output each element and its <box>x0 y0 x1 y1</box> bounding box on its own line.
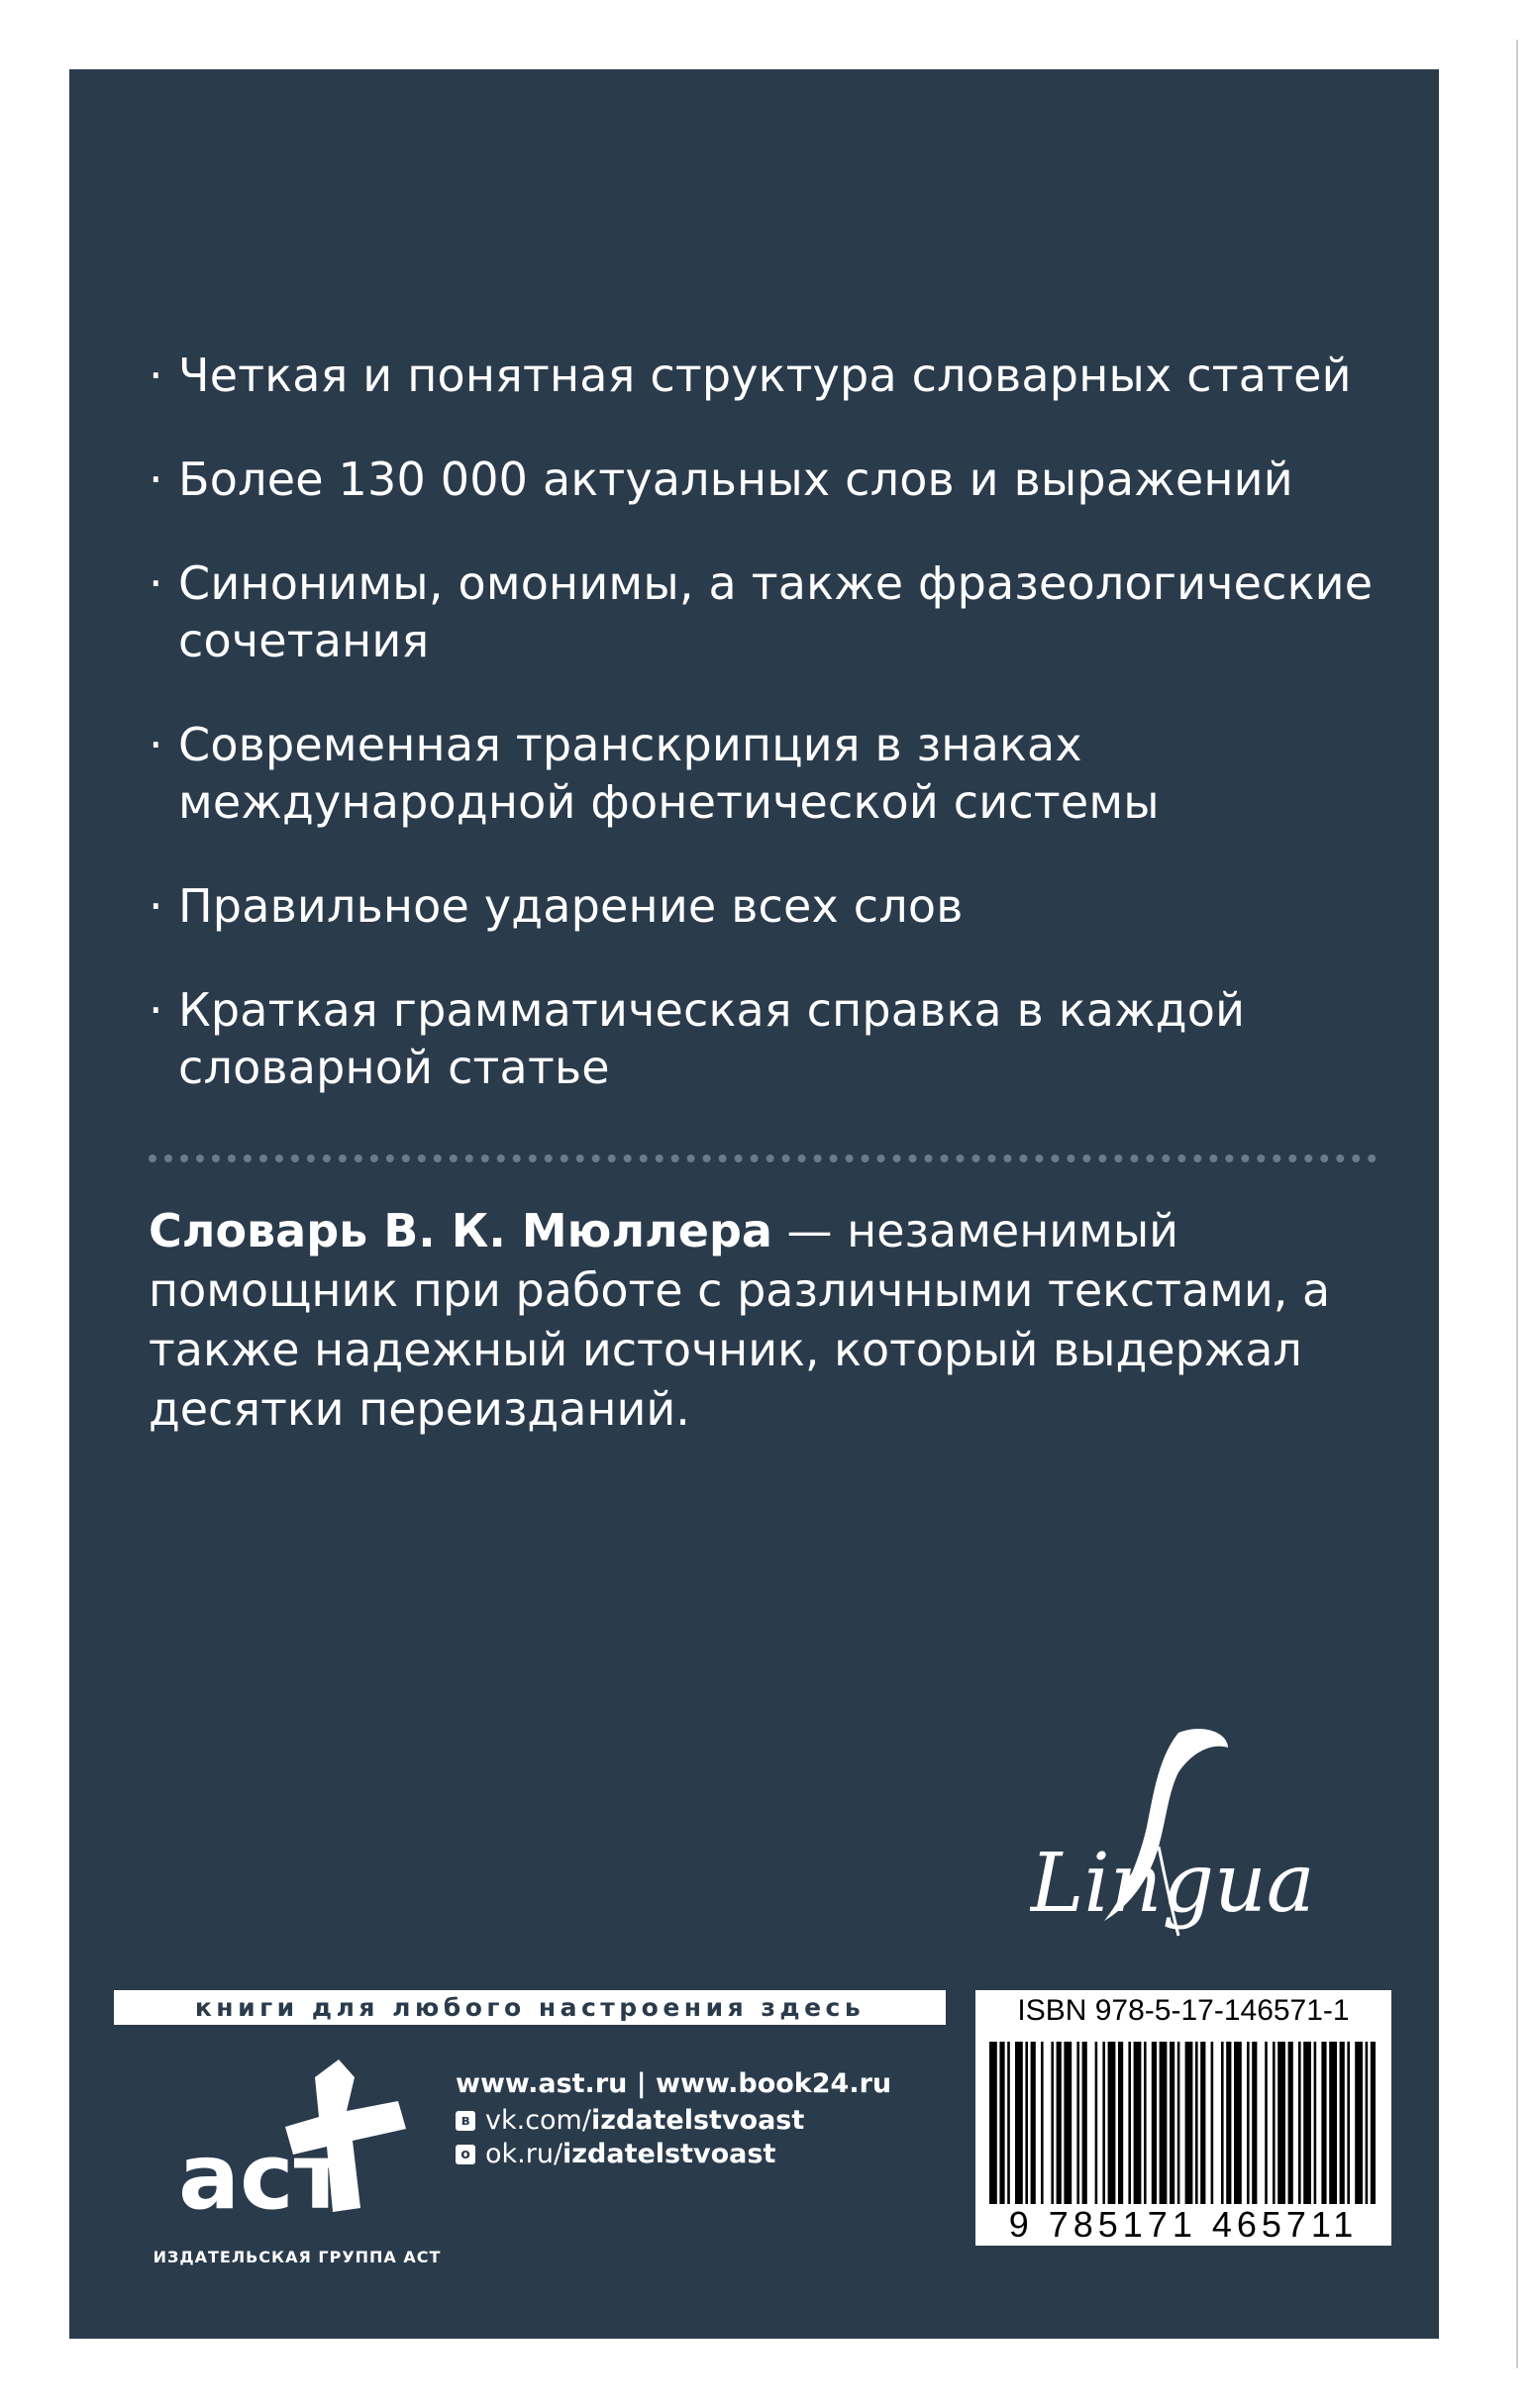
barcode-bar <box>1355 2042 1363 2210</box>
publisher-logo <box>129 2050 465 2287</box>
feature-text: Более 130 000 актуальных слов и выражений <box>178 452 1293 506</box>
barcode-bar <box>1134 2042 1142 2210</box>
slogan-bar <box>114 1990 946 2025</box>
barcode-bar <box>1007 2042 1010 2210</box>
description-text: — незаменимый помощник при работе с различными текстами, а также надежный источник, который выдержал десятки переизданий. <box>149 1204 1331 1436</box>
barcode-digits: 9 785171 465711 <box>975 2204 1391 2246</box>
vk-link-handle[interactable]: izdatelstvoast <box>590 2105 805 2136</box>
barcode-bar <box>1303 2042 1311 2210</box>
barcode-bar <box>1347 2042 1350 2210</box>
barcode-bar <box>1314 2042 1317 2210</box>
feature-item <box>149 877 1377 935</box>
feature-text: Синонимы, омонимы, а также фразеологические сочетания <box>178 556 1374 667</box>
barcode-bar <box>1177 2042 1180 2210</box>
description-paragraph <box>149 1201 1386 1439</box>
barcode-bar <box>1057 2042 1062 2210</box>
book-back-cover <box>69 69 1439 2339</box>
isbn-label: ISBN 978-5-17-146571-1 <box>1017 1994 1350 2027</box>
feature-item <box>149 451 1377 508</box>
barcode-bar <box>1200 2042 1205 2210</box>
barcode-bar <box>1118 2042 1123 2210</box>
ast-cross-icon <box>178 2050 416 2228</box>
barcode-bar <box>1288 2042 1293 2210</box>
lingua-wordmark: Lingua <box>1030 1837 1315 1931</box>
bullet-marker: · <box>149 718 163 771</box>
barcode-bar <box>1076 2042 1079 2210</box>
barcode-bar <box>1234 2042 1242 2210</box>
feature-item <box>149 981 1377 1096</box>
ok-link-prefix[interactable]: ok.ru/ <box>485 2139 563 2169</box>
barcode-bar <box>1277 2042 1285 2210</box>
barcode-bar <box>1031 2042 1036 2210</box>
barcode-bar <box>1064 2042 1072 2210</box>
barcode-bar <box>1211 2042 1214 2210</box>
dotted-divider <box>149 1154 1377 1162</box>
isbn-barcode-box <box>975 1990 1391 2246</box>
vk-icon: в <box>456 2111 475 2131</box>
barcode-bar <box>1160 2042 1168 2210</box>
barcode-bar <box>1329 2042 1337 2210</box>
barcode-bar <box>1170 2042 1175 2210</box>
barcode-bar <box>1366 2042 1369 2210</box>
barcode-bar <box>1195 2042 1198 2210</box>
feature-text: Современная транскрипция в знаках международной фонетической системы <box>178 718 1160 829</box>
publisher-links <box>456 2064 891 2171</box>
feature-text: Правильное ударение всех слов <box>178 879 964 933</box>
feature-text: Четкая и понятная структура словарных статей <box>178 349 1352 402</box>
barcode-bar <box>1128 2042 1131 2210</box>
barcode-bar <box>1015 2042 1023 2210</box>
slogan-text: книги для любого настроения здесь <box>194 1993 866 2022</box>
barcode-bar <box>1025 2042 1028 2210</box>
barcode-bar <box>989 2042 997 2210</box>
bullet-marker: · <box>149 556 163 610</box>
feature-item <box>149 716 1377 831</box>
quill-icon <box>1030 1723 1357 1960</box>
barcode-bar <box>1265 2042 1268 2210</box>
website-links-text[interactable]: www.ast.ru | www.book24.ru <box>456 2068 892 2099</box>
barcode-bar <box>1108 2042 1116 2210</box>
ok-icon: о <box>456 2145 475 2164</box>
barcode <box>989 2042 1378 2210</box>
barcode-bar <box>1051 2042 1054 2210</box>
vk-link-prefix[interactable]: vk.com/ <box>485 2105 591 2136</box>
barcode-bar <box>1185 2042 1193 2210</box>
barcode-bar <box>1041 2042 1044 2210</box>
barcode-bar <box>1095 2042 1098 2210</box>
barcode-bar <box>1221 2042 1224 2210</box>
barcode-bar <box>1226 2042 1231 2210</box>
vk-link[interactable] <box>456 2104 891 2138</box>
bullet-marker: · <box>149 349 163 402</box>
barcode-bar <box>1252 2042 1257 2210</box>
ast-logo-text: аст <box>178 2124 347 2228</box>
barcode-bar <box>1298 2042 1301 2210</box>
ok-link-handle[interactable]: izdatelstvoast <box>562 2139 776 2169</box>
barcode-bar <box>1371 2042 1376 2210</box>
page-edge-line <box>1516 40 1518 2368</box>
barcode-bar <box>1247 2042 1250 2210</box>
publisher-caption: ИЗДАТЕЛЬСКАЯ ГРУППА АСТ <box>153 2248 442 2266</box>
barcode-bar <box>1340 2042 1345 2210</box>
bullet-marker: · <box>149 879 163 933</box>
bullet-marker: · <box>149 983 163 1037</box>
bullet-marker: · <box>149 452 163 506</box>
lingua-logo <box>1030 1723 1357 1960</box>
feature-text: Краткая грамматическая справка в каждой словарной статье <box>178 983 1246 1094</box>
ok-link[interactable] <box>456 2138 891 2171</box>
feature-item <box>149 554 1377 669</box>
feature-list <box>149 347 1377 1143</box>
barcode-bar <box>1273 2042 1276 2210</box>
barcode-bar <box>1082 2042 1087 2210</box>
barcode-bar <box>999 2042 1004 2210</box>
barcode-bar <box>1321 2042 1326 2210</box>
description-title: Словарь В. К. Мюллера <box>149 1204 772 1257</box>
website-links[interactable] <box>456 2064 891 2104</box>
feature-item <box>149 347 1377 404</box>
barcode-bar <box>1152 2042 1157 2210</box>
barcode-bar <box>1102 2042 1105 2210</box>
barcode-bar <box>1144 2042 1147 2210</box>
